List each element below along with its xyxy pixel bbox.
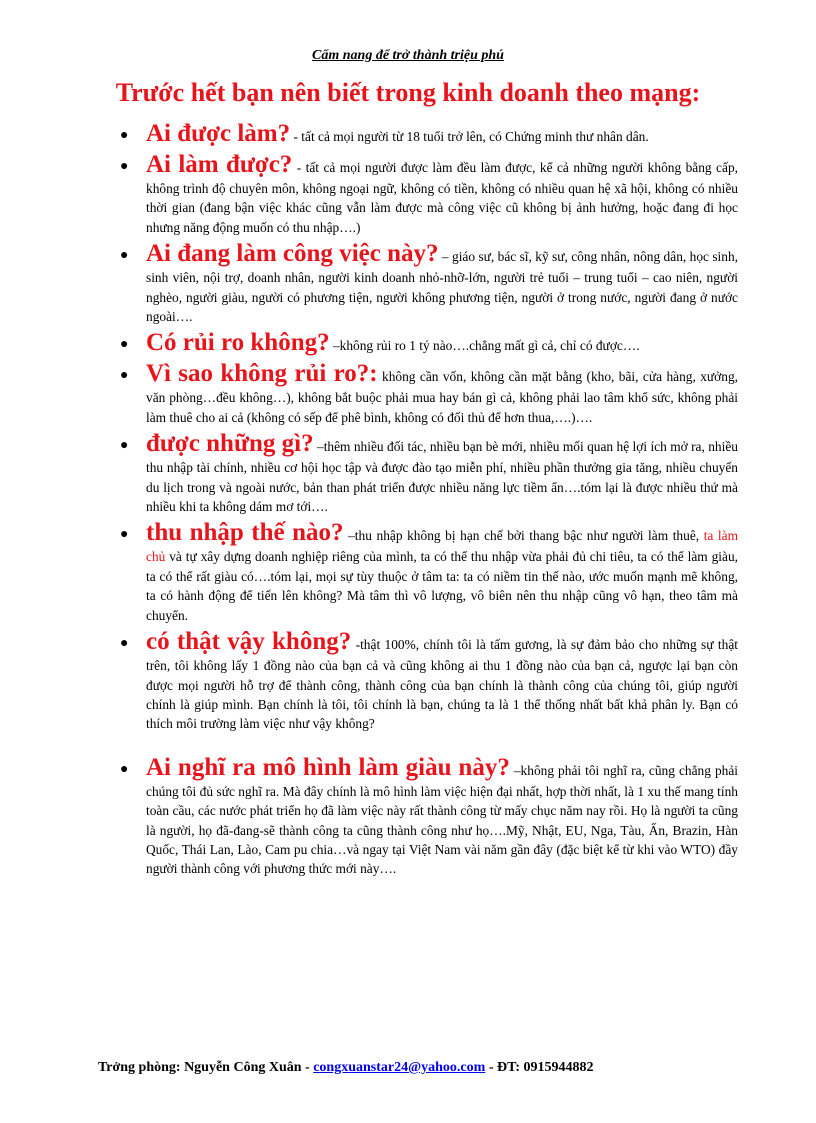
list-item [120, 151, 738, 237]
question: Vì sao không rủi ro?: [146, 360, 378, 388]
question: thu nhập thế nào? [146, 519, 344, 547]
answer: không cần vốn, không cần mặt bằng (kho, bãi, cửa hàng, xưởng, văn phòng…đều không…), không bắt buộc phải mua hay bán gì cả, không phải lao tâm khổ sức, không phải làm thuê cho ai cả (không có sếp để phê bình, không có đối thủ để hơn thua,….)…. [146, 369, 738, 425]
bullet-icon: ● [120, 438, 129, 454]
answer: –thêm nhiều đối tác, nhiều bạn bè mới, nhiều mối quan hệ lợi ích mở ra, nhiều thu nhập tài chính, nhiều cơ hội học tập và được đào tạo miễn phí, nhiều phần thưởng gia tăng, nhiều chuyến du lịch trong và ngoài nước, bản than phát triển được nhiều năng lực tiềm ẩn….tóm lại là được nhiều thứ mà nhiều khi ta không dám mơ tới…. [146, 439, 738, 515]
email-link[interactable]: congxuanstar24@yahoo.com [313, 1060, 486, 1075]
footer-phone: - ĐT: 0915944882 [485, 1060, 594, 1075]
answer: - tất cả mọi người từ 18 tuổi trở lên, có Chứng minh thư nhân dân. [290, 129, 649, 144]
bullet-icon: ● [120, 761, 129, 777]
list-item [120, 753, 739, 879]
footer-author: Trởng phòng: Nguyễn Công Xuân - [98, 1060, 314, 1075]
list-item [120, 519, 739, 625]
page-title: Trước hết bạn nên biết trong kinh doanh theo mạng: [115, 78, 701, 107]
question: Ai đang làm công việc này? [146, 240, 439, 268]
bullet-icon: ● [120, 128, 129, 143]
answer: –không phải tôi nghĩ ra, cũng chẳng phải chúng tôi đủ sức nghĩ ra. Mà đây chính là mô hình làm việc hiện đại nhất, hợp thời nhất, là 1 xu thế mang tính toàn cầu, các nước phát triển họ đã làm việc này rất thành công từ mấy chục năm nay rồi. Họ là người ta cũng là người, họ đã-đang-sẽ thành công ta cũng thành công như họ….Mỹ, Nhật, EU, Nga, Tàu, Ấn, Brazin, Hàn Quốc, Thái Lan, Lào, Cam pu chia…và ngay tại Việt Nam vài năm gần đây (đặc biệt kể từ khi vào WTO) đầy người thành công với phương thức mới này…. [146, 762, 739, 877]
highlight-text: ta làm chủ [146, 528, 739, 565]
list-item [120, 120, 738, 148]
question: Ai được làm? [146, 120, 291, 147]
qa-list [120, 120, 739, 882]
bullet-icon: ● [120, 159, 129, 174]
list-item [120, 240, 739, 326]
page-header: Cẩm nang để trở thành triệu phú [312, 48, 504, 63]
question: được những gì? [146, 430, 314, 458]
bullet-icon: ● [120, 248, 129, 264]
question: có thật vậy không? [146, 628, 352, 656]
answer: -thật 100%, chính tôi là tấm gương, là sự đảm bảo cho những sự thật trên, tôi không lấy 1 đồng nào của bạn cả và cũng không ai thu 1 đồng nào của bạn cả, ngược lại bạn còn được mọi người hỗ trợ để thành công, thành công của bạn chính là thành công của chúng tôi, giúp người chính là giúp mình. Bạn chính là tôi, tôi chính là bạn, chúng ta là 1 thể thống nhất bất khả phân ly. Bạn có thích môi trường làm việc như vậy không? [146, 637, 738, 732]
answer: –không rủi ro 1 tý nào….chẳng mất gì cả, chỉ có được…. [329, 338, 640, 354]
list-item [120, 329, 738, 357]
question: Ai nghĩ ra mô hình làm giàu này? [146, 753, 510, 781]
question: Ai làm được? [146, 151, 293, 178]
bullet-icon: ● [120, 337, 129, 353]
bullet-icon: ● [120, 527, 129, 543]
list-item [120, 430, 738, 516]
answer: –thu nhập không bị hạn chế bởi thang bậc như người làm thuê, [343, 528, 704, 544]
bullet-icon: ● [120, 368, 129, 384]
list-item [120, 360, 738, 427]
question: Có rủi ro không? [146, 329, 330, 357]
answer: - tất cả mọi người được làm đều làm được, kể cả những người không bằng cấp, không trình độ chuyên môn, không ngoại ngữ, không có tiền, không có nhiều quan hệ xã hội, không có nhiều thời gian (đang bận việc khác cũng vẫn làm được mà công việc cũ không bị ảnh hưởng, hoặc đang đi học nhưng năng động muốn có thu nhập….) [146, 160, 738, 235]
answer-continued: và tự xây dựng doanh nghiệp riêng của mình, ta có thể thu nhập vừa phải đủ chi tiêu, ta có thể làm giàu, ta có thể rất giàu có….tóm lại, mọi sự tùy thuộc ở tâm ta: ta có niềm tin thế nào, ước muốn mạnh mẽ không, ta có hành động để tiến lên không? Mà tâm thì vô lượng, vô biên nên thu nhập cũng vô hạn, theo tâm mà chuyển. [146, 549, 738, 623]
bullet-icon: ● [120, 636, 129, 652]
list-item [120, 628, 738, 734]
answer: – giáo sư, bác sĩ, kỹ sư, công nhân, nông dân, học sinh, sinh viên, nội trợ, doanh nhân, người kinh doanh nhỏ-nhỡ-lớn, người trẻ tuổi – trung tuổi – cao niên, người nghèo, người giàu, người có phương tiện, người không phương tiện, người ở trong nước, người đang ở nước ngoài…. [146, 249, 739, 325]
page-footer [98, 1060, 758, 1076]
